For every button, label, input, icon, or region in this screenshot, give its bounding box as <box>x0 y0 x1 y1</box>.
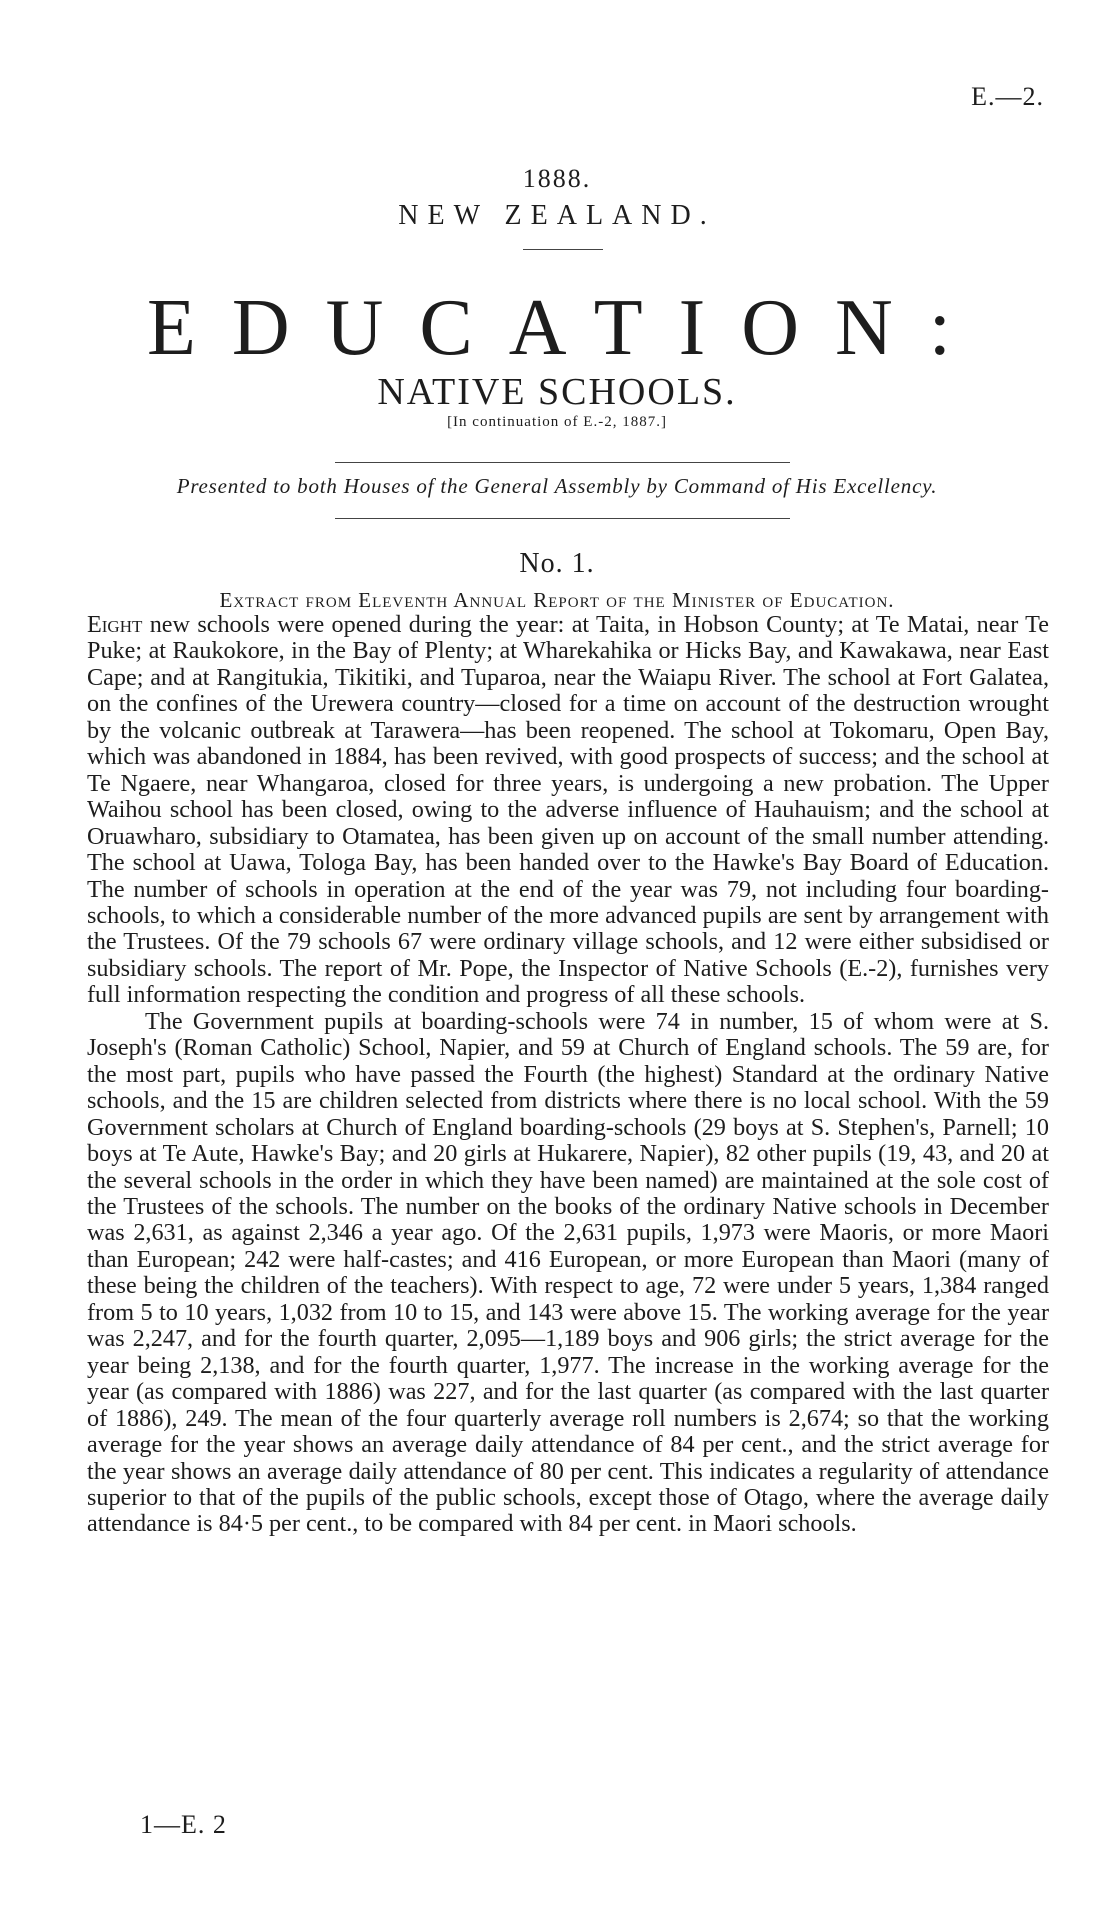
divider-top <box>335 462 790 463</box>
publication-year: 1888. <box>522 164 592 193</box>
paragraph-1-lead-word: Eight <box>87 611 143 638</box>
section-heading: Extract from Eleventh Annual Report of the Minister of Education. <box>219 588 895 612</box>
paragraph-2: The Government pupils at boarding-schools were 74 in number, 15 of whom were at S. Joseph's (Roman Catholic) School, Napier, and 59 at Church of England schools. The 59 are, for the most part, pupils who have passed the Fourth (the highest) Standard at the ordinary Native schools, and the 15 are children selected from districts where there is no local school. With the 59 Government scholars at Church of England boarding-schools (29 boys at S. Stephen's, Parnell; 10 boys at Te Aute, Hawke's Bay; and 20 girls at Hukarere, Napier), 82 other pupils (19, 43, and 20 at the several schools in the order in which they have been named) are maintained at the sole cost of the Trustees of the schools. The number on the books of the ordinary Native schools in December was 2,631, as against 2,346 a year ago. Of the 2,631 pupils, 1,973 were Maoris, or more Maori than European; 242 were half-castes; and 416 European, or more European than Maori (many of these being the children of the teachers). With respect to age, 72 were under 5 years, 1,384 ranged from 5 to 10 years, 1,032 from 10 to 15, and 143 were above 15. The working average for the year was 2,247, and for the fourth quarter, 2,095—1,189 boys and 906 girls; the strict average for the year being 2,138, and for the fourth quarter, 1,977. The increase in the working average for the year (as compared with 1886) was 227, and for the last quarter (as compared with the last quarter of 1886), 249. The mean of the four quarterly average roll numbers is 2,674; so that the working average for the year shows an average daily attendance of 84 per cent., and the strict average for the year shows an average daily attendance of 80 per cent. This indicates a regularity of attendance superior to that of the pupils of the public schools, except those of Otago, where the average daily attendance is 84·5 per cent., to be compared with 84 per cent. in Maori schools. <box>87 1007 1049 1538</box>
divider-bottom <box>335 518 790 519</box>
continuation-note: [In continuation of E.-2, 1887.] <box>447 414 667 430</box>
document-subtitle: NATIVE SCHOOLS. <box>377 371 737 413</box>
presentation-line: Presented to both Houses of the General Assembly by Command of His Excellency. <box>176 474 938 498</box>
paragraph-1 <box>87 612 1049 1009</box>
body-text <box>87 612 1049 1538</box>
page-reference: E.—2. <box>971 82 1044 111</box>
footer-reference: 1—E. 2 <box>140 1810 227 1839</box>
country-heading: NEW ZEALAND. <box>398 200 716 231</box>
document-title: EDUCATION: <box>147 284 987 372</box>
divider-short <box>523 249 603 250</box>
section-number: No. 1. <box>519 548 595 579</box>
paragraph-1-text: new schools were opened during the year: at Taita, in Hobson County; at Te Matai, near Te Puke; at Raukokore, in the Bay of Plenty; at Wharekahika or Hicks Bay, and Kawakawa, near East Cape; and at Rangitukia, Tikitiki, and Tuparoa, near the Waiapu River. The school at Fort Galatea, on the confines of the Urewera country—closed for a time on account of the destruction wrought by the volcanic outbreak at Tarawera—has been reopened. The school at Tokomaru, Open Bay, which was abandoned in 1884, has been revived, with good prospects of success; and the school at Te Ngaere, near Whangaroa, closed for three years, is undergoing a new probation. The Upper Waihou school has been closed, owing to the adverse influence of Hauhauism; and the school at Oruawharo, subsidiary to Otamatea, has been given up on account of the small number attending. The school at Uawa, Tologa Bay, has been handed over to the Hawke's Bay Board of Education. The number of schools in operation at the end of the year was 79, not including four boarding-schools, to which a considerable number of the more advanced pupils are sent by arrangement with the Trustees. Of the 79 schools 67 were ordinary village schools, and 12 were either subsidised or subsidiary schools. The report of Mr. Pope, the Inspector of Native Schools (E.-2), furnishes very full information respecting the condition and progress of all these schools. <box>87 611 1049 1009</box>
